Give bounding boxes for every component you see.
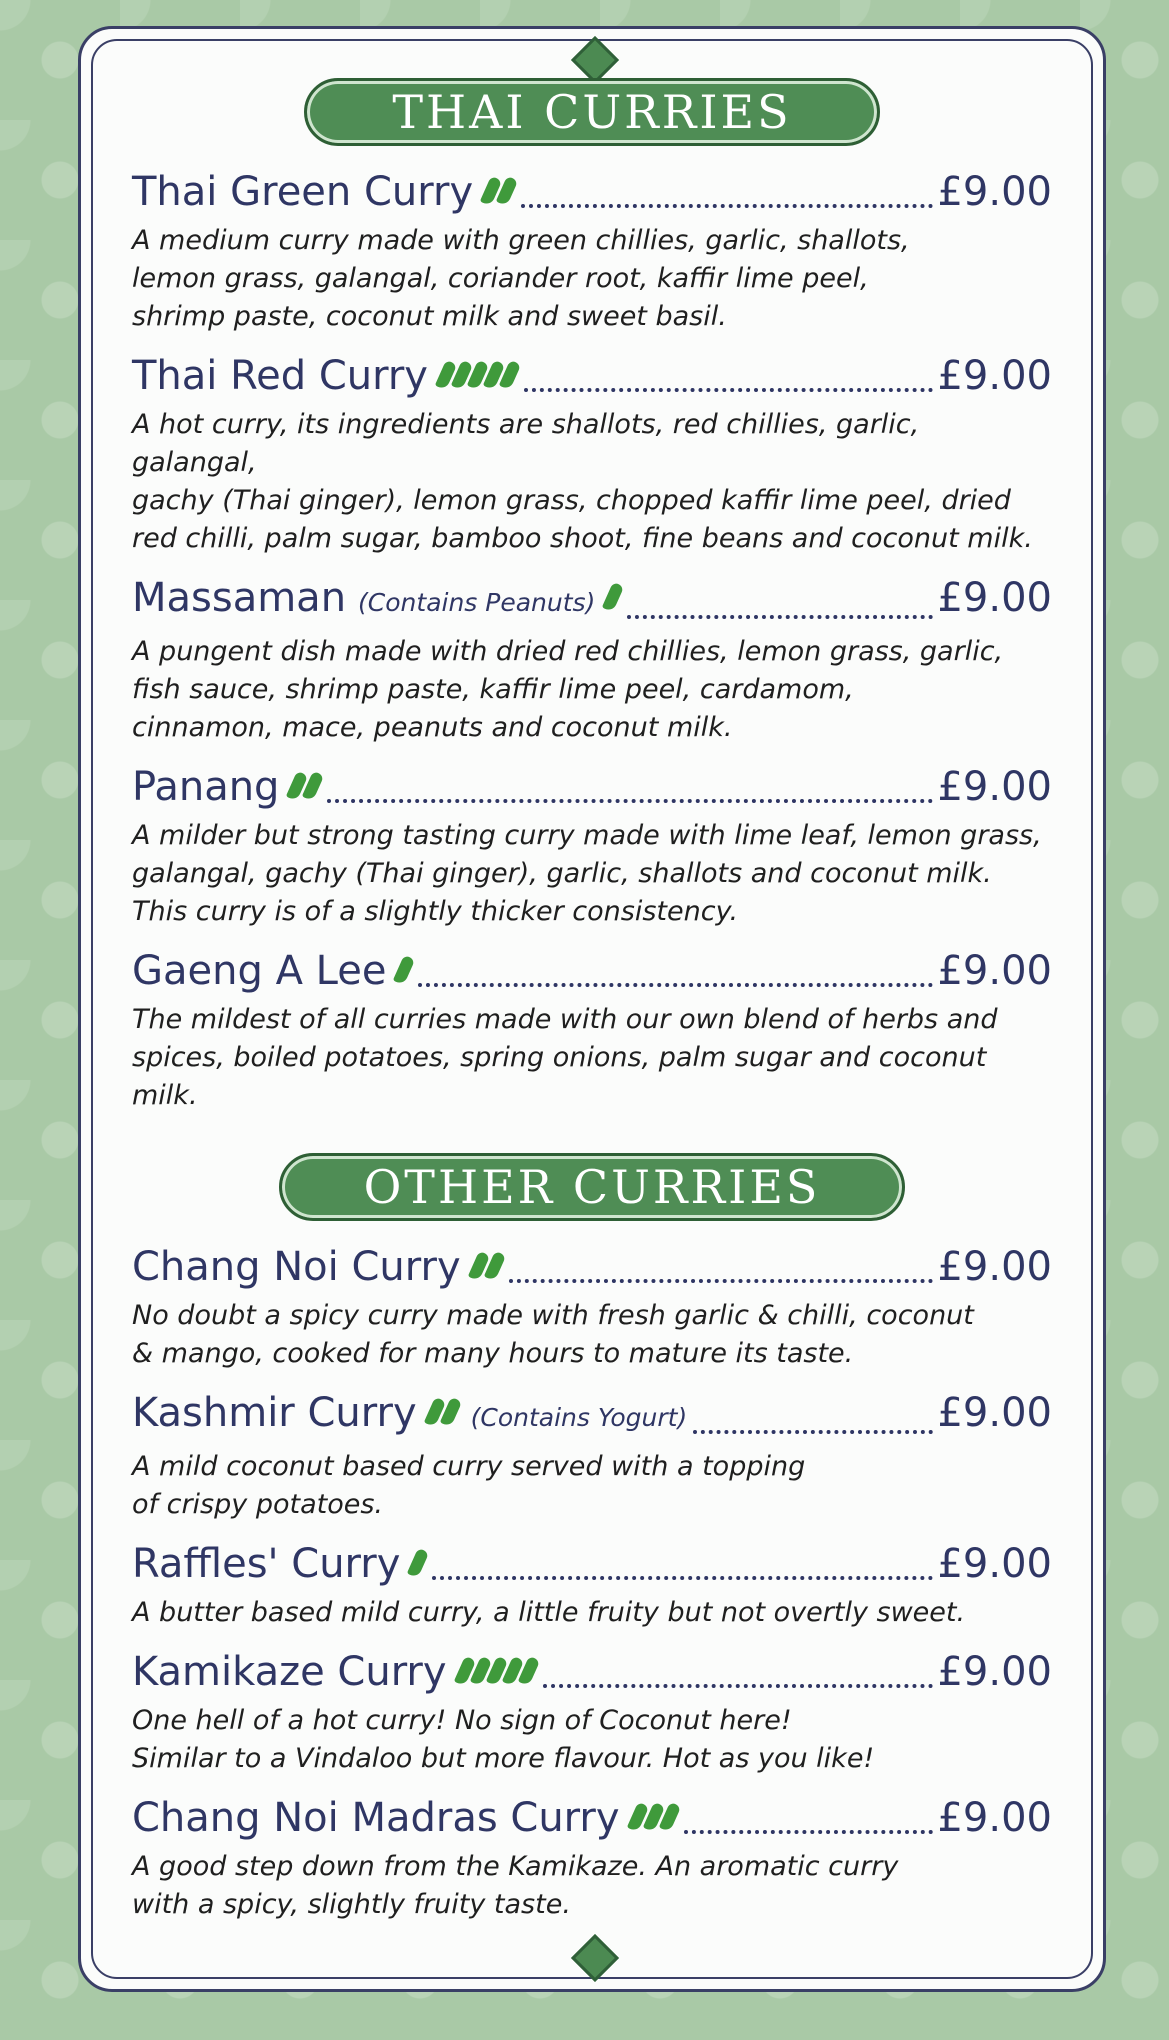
chilli-rating [429,1398,459,1426]
menu-item-line [132,1241,1052,1293]
dotted-leader [521,204,933,208]
chilli-rating [607,583,621,611]
chilli-rating [291,772,321,800]
chilli-icon [602,582,624,612]
menu-item-line [132,572,1052,629]
section-heading-other-curries: OTHER CURRIES [279,1153,905,1221]
menu-item-name: Thai Red Curry [132,353,428,399]
menu-item-description: A medium curry made with green chillies, garlic, shallots, lemon grass, galangal, coriander root, kaffir lime peel, shrimp paste, coconut milk and sweet basil. [132,225,910,332]
menu-item-line [132,1646,1052,1698]
menu-item [132,945,1052,1115]
menu-item-line [132,1538,1052,1590]
menu-item [132,166,1052,336]
menu-item [132,1241,1052,1373]
dotted-leader [432,1576,933,1580]
menu-item [132,1792,1052,1924]
menu-item-name: Raffles' Curry [132,1541,401,1587]
menu-item-price: £9.00 [937,353,1052,399]
menu-item-description: A pungent dish made with dried red chillies, lemon grass, garlic, fish sauce, shrimp paste, kaffir lime peel, cardamom, cinnamon, mace, peanuts and coconut milk. [132,636,1004,743]
chilli-rating [412,1549,426,1577]
dotted-leader [693,1430,933,1434]
menu-item [132,761,1052,931]
menu-item-description: A butter based mild curry, a little fruity but not overtly sweet. [132,1597,966,1628]
menu-item-price: £9.00 [937,764,1052,810]
menu-item-name: Thai Green Curry [132,169,474,215]
menu-item-description: One hell of a hot curry! No sign of Coconut here! Similar to a Vindaloo but more flavour. Hot as you like! [132,1705,875,1774]
section-heading-thai-curries: THAI CURRIES [304,78,880,146]
menu-item-line [132,166,1052,218]
dotted-leader [418,983,933,987]
menu-item-name: Chang Noi Madras Curry [132,1795,620,1841]
menu-item-description: A mild coconut based curry served with a topping of crispy potatoes. [132,1451,806,1520]
chilli-rating [398,956,412,984]
dotted-leader [327,799,933,803]
menu-item-description: A good step down from the Kamikaze. An aromatic curry with a spicy, slightly fruity taste. [132,1851,899,1920]
menu-item-price: £9.00 [937,1390,1052,1436]
chilli-rating [632,1803,678,1831]
menu-item-name: Massaman [132,575,347,621]
menu-item-name: Kamikaze Curry [132,1649,447,1695]
menu-item-price: £9.00 [937,1244,1052,1290]
thai-curries-list [132,166,1052,1115]
menu-item-name: Panang [132,764,280,810]
dotted-leader [684,1830,934,1834]
menu-item [132,1646,1052,1778]
menu-item-price: £9.00 [937,169,1052,215]
dotted-leader [543,1684,934,1688]
menu-item-name: Chang Noi Curry [132,1244,461,1290]
dotted-leader [509,1279,934,1283]
dotted-leader [627,615,933,619]
menu-content [132,78,1052,1938]
menu-item [132,350,1052,558]
menu-item-price: £9.00 [937,1649,1052,1695]
menu-item-name: Gaeng A Lee [132,948,387,994]
chilli-icon [393,955,415,985]
chilli-icon [407,1548,429,1578]
menu-item [132,1387,1052,1524]
chilli-rating [485,177,515,205]
menu-item-description: No doubt a spicy curry made with fresh garlic & chilli, coconut & mango, cooked for many hours to mature its taste. [132,1300,974,1369]
menu-item-line [132,1387,1052,1444]
menu-item-note: (Contains Yogurt) [470,1403,688,1432]
menu-item-description: A milder but strong tasting curry made with lime leaf, lemon grass, galangal, gachy (Thai ginger), garlic, shallots and coconut milk. This curry is of a slightly thicker consistency. [132,820,1042,927]
menu-item-note: (Contains Peanuts) [358,588,596,617]
menu-item [132,1538,1052,1632]
menu-item-line [132,1792,1052,1844]
menu-item-name: Kashmir Curry [132,1390,417,1436]
menu-item-line [132,350,1052,402]
menu-item-price: £9.00 [937,948,1052,994]
menu-item-price: £9.00 [937,1541,1052,1587]
chilli-rating [440,361,518,389]
menu-item-line [132,761,1052,813]
chilli-rating [459,1657,537,1685]
menu-item-description: A hot curry, its ingredients are shallots, red chillies, garlic, galangal, gachy (Thai ginger), lemon grass, chopped kaffir lime peel, dried red chilli, palm sugar, bamboo shoot, fine beans and coconut milk. [132,409,1033,554]
menu-item [132,572,1052,747]
menu-item-description: The mildest of all curries made with our own blend of herbs and spices, boiled potatoes, spring onions, palm sugar and coconut milk. [132,1004,998,1111]
dotted-leader [524,388,934,392]
other-curries-list [132,1241,1052,1924]
chilli-rating [473,1252,503,1280]
menu-item-price: £9.00 [937,575,1052,621]
menu-item-price: £9.00 [937,1795,1052,1841]
menu-item-line [132,945,1052,997]
